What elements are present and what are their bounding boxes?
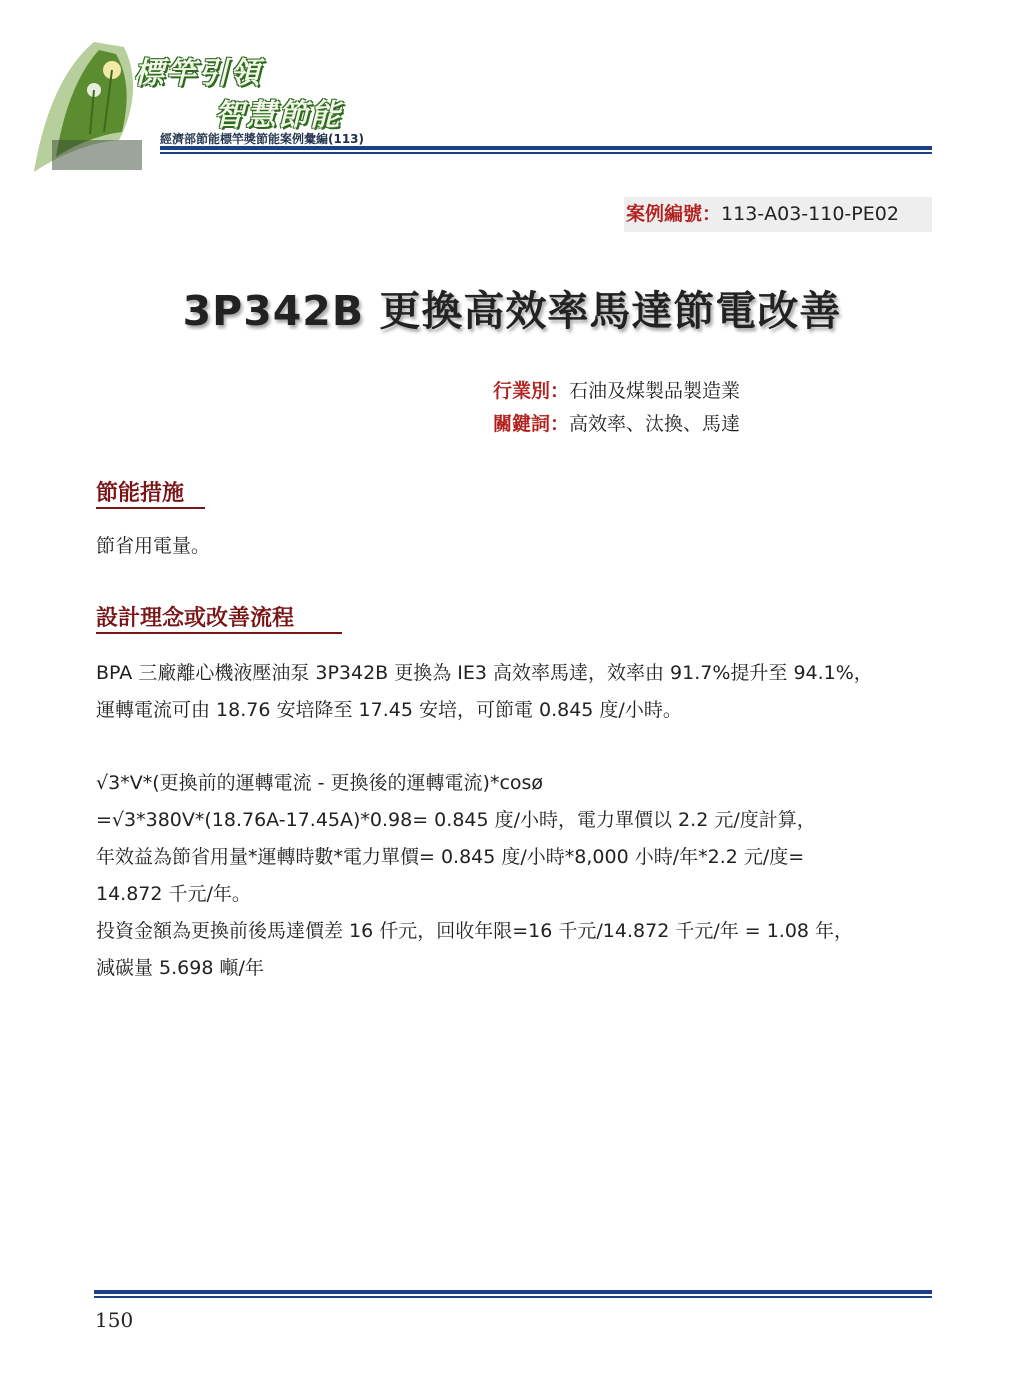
case-number-value: 113-A03-110-PE02 [721,203,899,225]
calc-line-1: √3*V*(更換前的運轉電流 - 更換後的運轉電流)*cosø [96,772,544,794]
measures-heading-underline [96,507,205,509]
calculation-paragraph [96,765,936,987]
body-line-2: 運轉電流可由 18.76 安培降至 17.45 安培，可節電 0.845 度/小時。 [96,699,682,721]
keywords-row [493,409,740,436]
measures-heading: 節能措施 [96,481,185,506]
design-paragraph [96,655,936,729]
calc-line-2: =√3*380V*(18.76A-17.45A)*0.98= 0.845 度/小時，電力單價以 2.2 元/度計算， [96,809,816,831]
case-number-label: 案例編號： [626,203,722,225]
keywords-label: 關鍵詞： [493,413,570,435]
measures-text: 節省用電量。 [96,535,211,557]
logo-title-line2: 智慧節能 [214,98,342,133]
calc-line-4: 14.872 千元/年。 [96,883,251,905]
body-line-1: BPA 三廠離心機液壓油泵 3P342B 更換為 IE3 高效率馬達，效率由 91.7%提升至 94.1%， [96,662,873,684]
industry-label: 行業別： [493,380,570,402]
page-header [0,0,1024,190]
header-rule-thick [160,146,932,150]
logo-title-line1: 標竿引領 [134,56,262,91]
industry-value: 石油及煤製品製造業 [569,380,741,402]
header-subtitle: 經濟部節能標竿獎節能案例彙編(113) [160,132,365,146]
design-heading-underline [96,632,342,634]
header-rule-thin [160,152,932,154]
logo [24,22,384,187]
design-heading: 設計理念或改善流程 [96,606,295,631]
footer-rule-thick [94,1290,932,1294]
calc-line-6: 減碳量 5.698 噸/年 [96,957,264,979]
calc-line-3: 年效益為節省用量*運轉時數*電力單價= 0.845 度/小時*8,000 小時/年*2.2 元/度= [96,846,805,868]
footer-rule-thin [94,1296,932,1298]
case-number-box [624,197,932,232]
page-title: 3P342B 更換高效率馬達節電改善 [182,287,842,335]
page-number: 150 [95,1308,134,1332]
industry-row [493,376,740,403]
keywords-value: 高效率、汰換、馬達 [569,413,741,435]
calc-line-5: 投資金額為更換前後馬達價差 16 仟元，回收年限=16 千元/14.872 千元/年 = 1.08 年， [96,920,854,942]
